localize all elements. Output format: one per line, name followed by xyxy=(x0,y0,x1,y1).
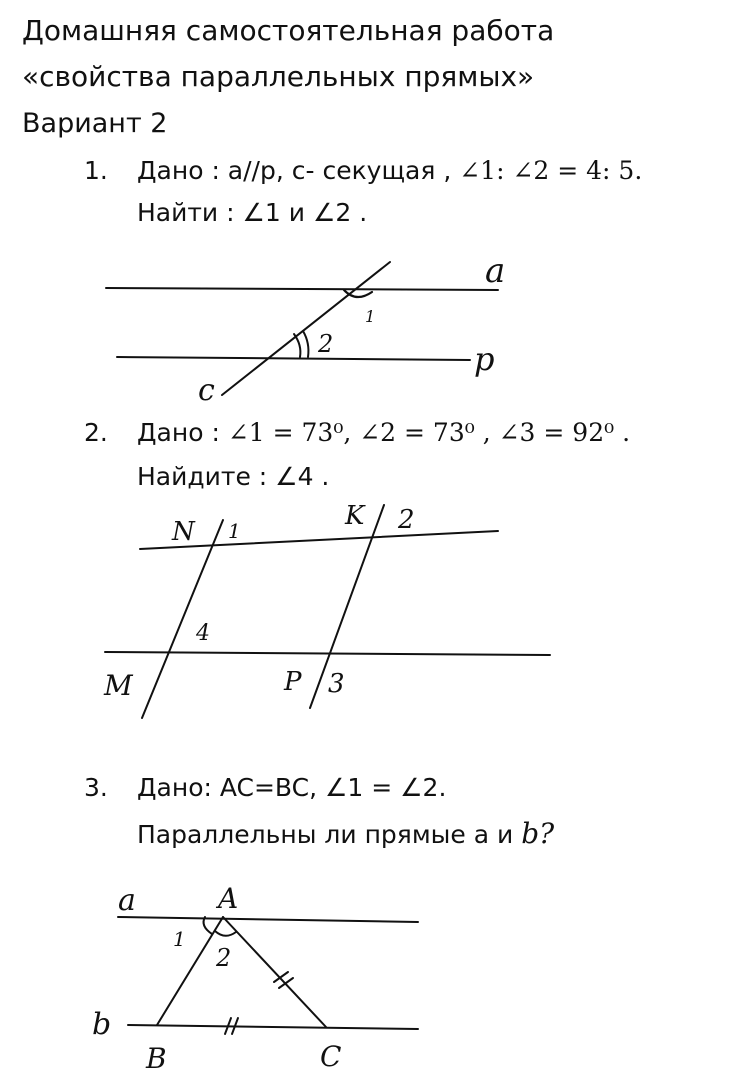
label-line-p: p xyxy=(474,340,495,378)
problem-3-question-text: Параллельны ли прямые а и xyxy=(137,820,522,849)
page-title-line-1: Домашняя самостоятельная работа xyxy=(22,14,555,47)
label-point-a: A xyxy=(218,882,239,915)
label-angle-4: 4 xyxy=(196,621,210,646)
problem-2-given-angles: ∠1 = 73⁰, ∠2 = 73⁰ , ∠3 = 92⁰ . xyxy=(227,418,631,447)
label-angle-2: 2 xyxy=(216,944,232,972)
line-b xyxy=(128,1025,418,1029)
problem-1-given-ratio: ∠1: ∠2 = 4: 5. xyxy=(459,156,643,185)
label-angle-1: 1 xyxy=(365,307,376,326)
segment-ab xyxy=(157,917,223,1025)
problem-2-given-prefix: Дано : xyxy=(137,418,228,447)
problem-3-given: Дано: AC=BC, ∠1 = ∠2. xyxy=(137,773,447,802)
label-line-a: a xyxy=(118,883,136,918)
label-point-b: B xyxy=(146,1042,167,1075)
problem-1-find: Найти : ∠1 и ∠2 . xyxy=(137,198,368,227)
label-angle-3: 3 xyxy=(328,669,345,699)
label-angle-1: 1 xyxy=(173,927,186,951)
label-point-k: K xyxy=(345,501,365,531)
label-line-a: a xyxy=(485,251,506,291)
label-angle-2: 2 xyxy=(318,330,334,358)
variant-label: Вариант 2 xyxy=(22,108,168,139)
problem-2-number: 2. xyxy=(84,418,108,447)
angle-1-arc xyxy=(204,917,212,934)
page-title-line-2: «свойства параллельных прямых» xyxy=(22,60,535,93)
problem-1-number: 1. xyxy=(84,156,108,185)
label-point-c: C xyxy=(320,1040,342,1073)
label-angle-2: 2 xyxy=(398,505,415,535)
problem-2-find: Найдите : ∠4 . xyxy=(137,462,330,491)
label-line-c: c xyxy=(198,373,215,408)
segment-ac xyxy=(223,917,326,1027)
problem-3-number: 3. xyxy=(84,773,108,802)
label-angle-1: 1 xyxy=(228,519,241,543)
label-point-n: N xyxy=(172,517,195,547)
line-a xyxy=(118,917,418,922)
angle-2-arc xyxy=(215,931,236,936)
problem-3-question-end: b? xyxy=(521,817,555,850)
label-point-m: M xyxy=(104,669,133,702)
label-point-p: P xyxy=(284,667,302,697)
problem-1-given-prefix: Дано : a//p, c- секущая , xyxy=(137,156,460,185)
label-line-b: b xyxy=(92,1007,112,1042)
